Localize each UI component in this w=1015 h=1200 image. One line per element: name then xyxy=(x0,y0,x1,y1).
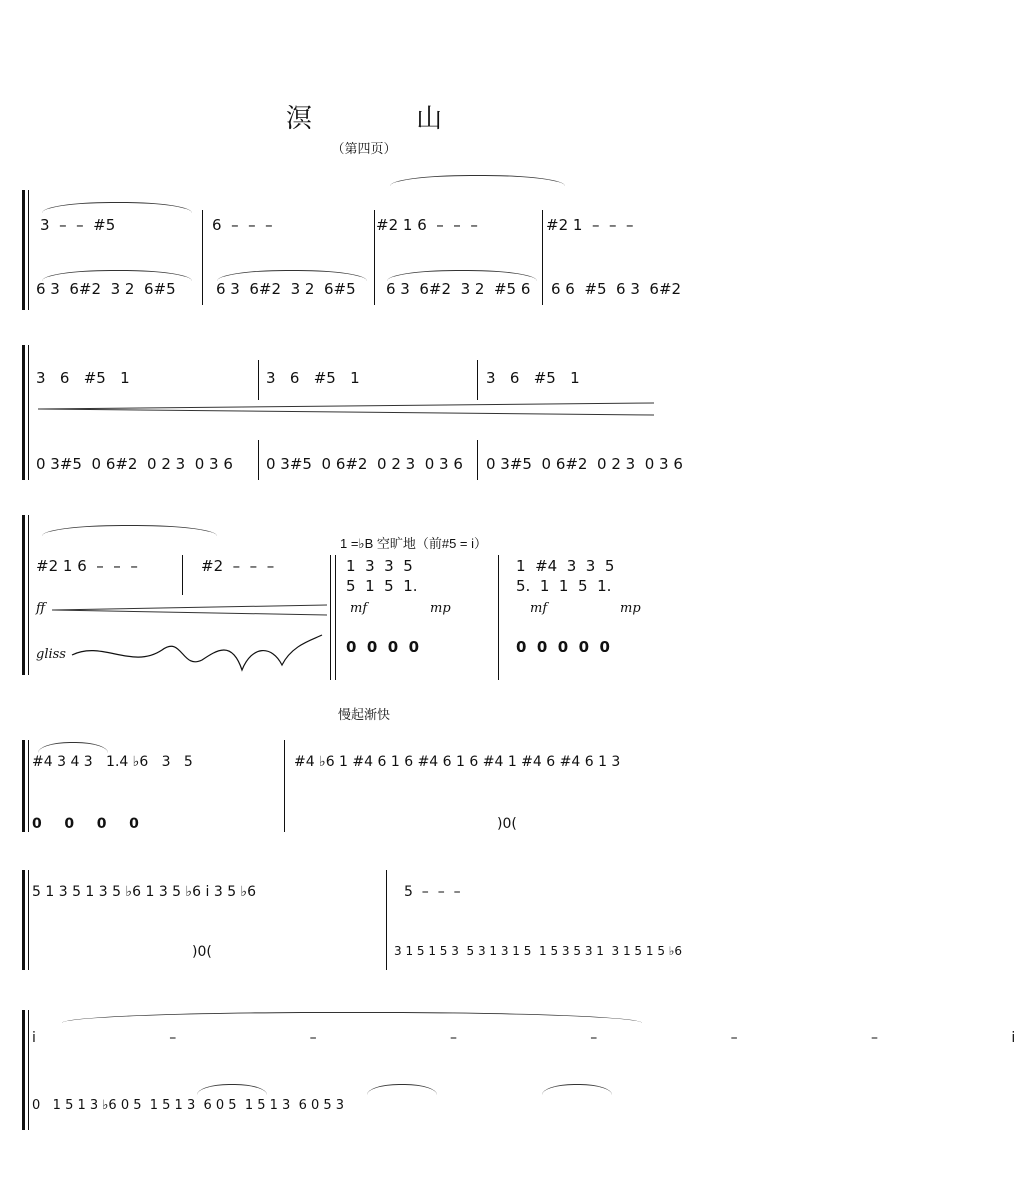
dynamic-ff: ff xyxy=(36,601,46,616)
note-group: 3 – – #5 xyxy=(40,216,116,234)
dynamic-mf: mf xyxy=(350,601,368,616)
diminuendo-hairpin xyxy=(52,603,332,617)
key-signature: 1 =♭B 空旷地（前#5 = i） xyxy=(340,536,488,551)
note-group: )0( xyxy=(497,816,517,832)
system-3 xyxy=(22,515,712,675)
crescendo-hairpin xyxy=(38,401,678,417)
note-group: 5 1 5 1. xyxy=(346,577,418,595)
note-group: 0 0 0 0 xyxy=(346,638,420,656)
note-group: 5 1 3 5 1 3 5 ♭6 1 3 5 ♭6 i 3 5 ♭6 xyxy=(32,884,257,900)
note-group: )0( xyxy=(192,944,212,960)
note-group: 3 6 #5 1 xyxy=(486,369,580,387)
note-group: i – – – – – – i xyxy=(32,1030,1015,1046)
system-6 xyxy=(22,1010,1015,1130)
page-subtitle: （第四页） xyxy=(331,141,397,156)
note-group: 5. 1 1 5 1. xyxy=(516,577,612,595)
note-group: #2 1 6 – – – xyxy=(36,557,138,575)
system-4 xyxy=(22,702,712,832)
note-group: #2 1 – – – xyxy=(546,216,634,234)
note-group: #4 3 4 3 1.4 ♭6 3 5 xyxy=(32,754,193,770)
note-group: 6 3 6#2 3 2 6#5 xyxy=(216,280,356,298)
dynamic-mp: mp xyxy=(620,601,641,616)
tempo-marking: 慢起渐快 xyxy=(338,707,391,722)
note-group: #2 – – – xyxy=(201,557,275,575)
note-group: 0 3#5 0 6#2 0 2 3 0 3 6 xyxy=(36,455,233,473)
note-group: 6 3 6#2 3 2 #5 6 xyxy=(386,280,531,298)
system-5 xyxy=(22,870,712,970)
page-title: 溟 山 xyxy=(285,104,491,134)
note-group: 3 6 #5 1 xyxy=(266,369,360,387)
note-group: 0 3#5 0 6#2 0 2 3 0 3 6 xyxy=(486,455,683,473)
note-group: 6 3 6#2 3 2 6#5 xyxy=(36,280,176,298)
note-group: 3 6 #5 1 xyxy=(36,369,130,387)
note-group: 3 1 5 1 5 3 5 3 1 3 1 5 1 5 3 5 3 1 3 1 5 1 5 ♭6 xyxy=(394,944,683,958)
note-group: 6 – – – xyxy=(212,216,273,234)
note-group: #2 1 6 – – – xyxy=(376,216,478,234)
note-group: 5 – – – xyxy=(404,884,461,900)
note-group: 0 3#5 0 6#2 0 2 3 0 3 6 xyxy=(266,455,463,473)
note-group: #4 ♭6 1 #4 6 1 6 #4 6 1 6 #4 1 #4 6 #4 6 1 3 xyxy=(294,754,621,770)
system-bracket xyxy=(22,190,25,310)
system-2 xyxy=(22,345,712,480)
note-group: 1 3 3 5 xyxy=(346,557,413,575)
note-group: 1 #4 3 3 5 xyxy=(516,557,615,575)
system-1 xyxy=(22,190,712,310)
dynamic-mp: mp xyxy=(430,601,451,616)
note-group: 0 0 0 0 xyxy=(32,816,141,832)
note-group: 0 1 5 1 3 ♭6 0 5 1 5 1 3 6 0 5 1 5 1 3 6 0 5 3 xyxy=(32,1098,345,1113)
gliss-label: gliss xyxy=(36,647,66,662)
dynamic-mf: mf xyxy=(530,601,548,616)
note-group: 0 0 0 0 0 xyxy=(516,638,610,656)
note-group: 6 6 #5 6 3 6#2 xyxy=(551,280,682,298)
